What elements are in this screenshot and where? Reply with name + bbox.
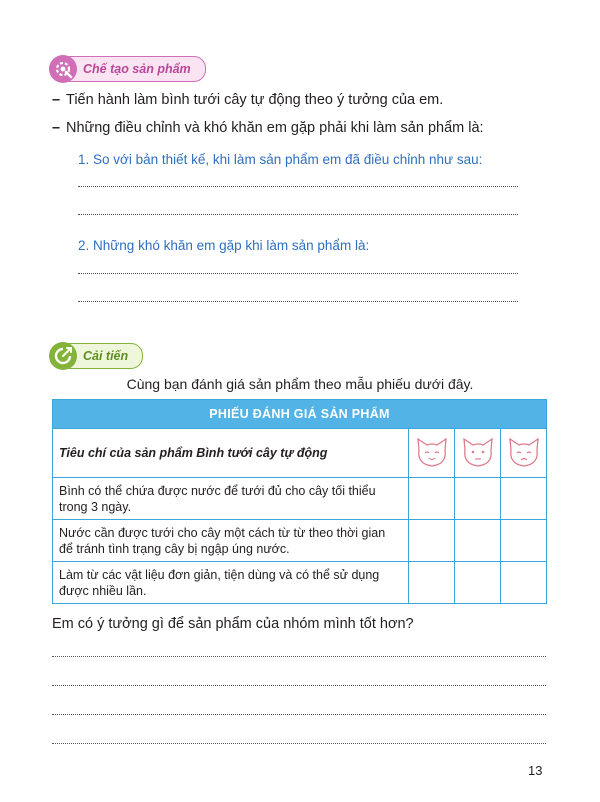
section-make-pill [52, 56, 206, 82]
criteria-cell: Làm từ các vật liệu đơn giản, tiện dùng và có thể sử dụng được nhiều lần. [53, 562, 409, 604]
rating-cell[interactable] [455, 562, 501, 604]
answer-line[interactable] [78, 186, 518, 187]
rating-header-3 [501, 429, 547, 478]
table-row [53, 562, 547, 604]
evaluation-table [52, 399, 547, 604]
rating-cell[interactable] [501, 478, 547, 520]
rating-cell[interactable] [409, 520, 455, 562]
gear-arrow-icon [49, 342, 77, 370]
section-improve-pill [52, 343, 143, 369]
final-question: Em có ý tưởng gì để sản phẩm của nhóm mình tốt hơn? [52, 616, 414, 632]
gear-wrench-icon [49, 55, 77, 83]
cat-face-icon [502, 436, 545, 470]
rating-cell[interactable] [409, 562, 455, 604]
criteria-header: Tiêu chí của sản phẩm Bình tưới cây tự động [53, 429, 409, 478]
answer-line[interactable] [52, 743, 546, 744]
rating-header-2 [455, 429, 501, 478]
answer-line[interactable] [52, 714, 546, 715]
make-bullet-2: – Những điều chỉnh và khó khăn em gặp phải khi làm sản phẩm là: [52, 120, 484, 136]
improve-intro: Cùng bạn đánh giá sản phẩm theo mẫu phiếu dưới đây. [126, 376, 474, 392]
page-number: 13 [528, 763, 543, 778]
table-row [53, 520, 547, 562]
question-adjustments: 1. So với bản thiết kế, khi làm sản phẩm em đã điều chỉnh như sau: [78, 152, 483, 167]
table-title: PHIẾU ĐÁNH GIÁ SẢN PHẨM [53, 400, 547, 429]
answer-line[interactable] [52, 656, 546, 657]
table-row [53, 478, 547, 520]
rating-cell[interactable] [455, 478, 501, 520]
rating-cell[interactable] [409, 478, 455, 520]
criteria-cell: Nước cần được tưới cho cây một cách từ từ theo thời gian để tránh tình trạng cây bị ngập úng nước. [53, 520, 409, 562]
answer-line[interactable] [78, 214, 518, 215]
answer-line[interactable] [78, 273, 518, 274]
question-difficulties: 2. Những khó khăn em gặp khi làm sản phẩm là: [78, 238, 370, 253]
cat-face-icon [456, 436, 499, 470]
cat-face-icon [410, 436, 453, 470]
make-bullet-1: – Tiến hành làm bình tưới cây tự động theo ý tưởng của em. [52, 92, 444, 108]
rating-cell[interactable] [501, 520, 547, 562]
answer-line[interactable] [78, 301, 518, 302]
section-improve-label: Cải tiến [83, 349, 129, 363]
criteria-cell: Bình có thể chứa được nước để tưới đủ cho cây tối thiểu trong 3 ngày. [53, 478, 409, 520]
rating-header-1 [409, 429, 455, 478]
rating-cell[interactable] [501, 562, 547, 604]
answer-line[interactable] [52, 685, 546, 686]
section-make-label: Chế tạo sản phẩm [83, 62, 191, 76]
rating-cell[interactable] [455, 520, 501, 562]
